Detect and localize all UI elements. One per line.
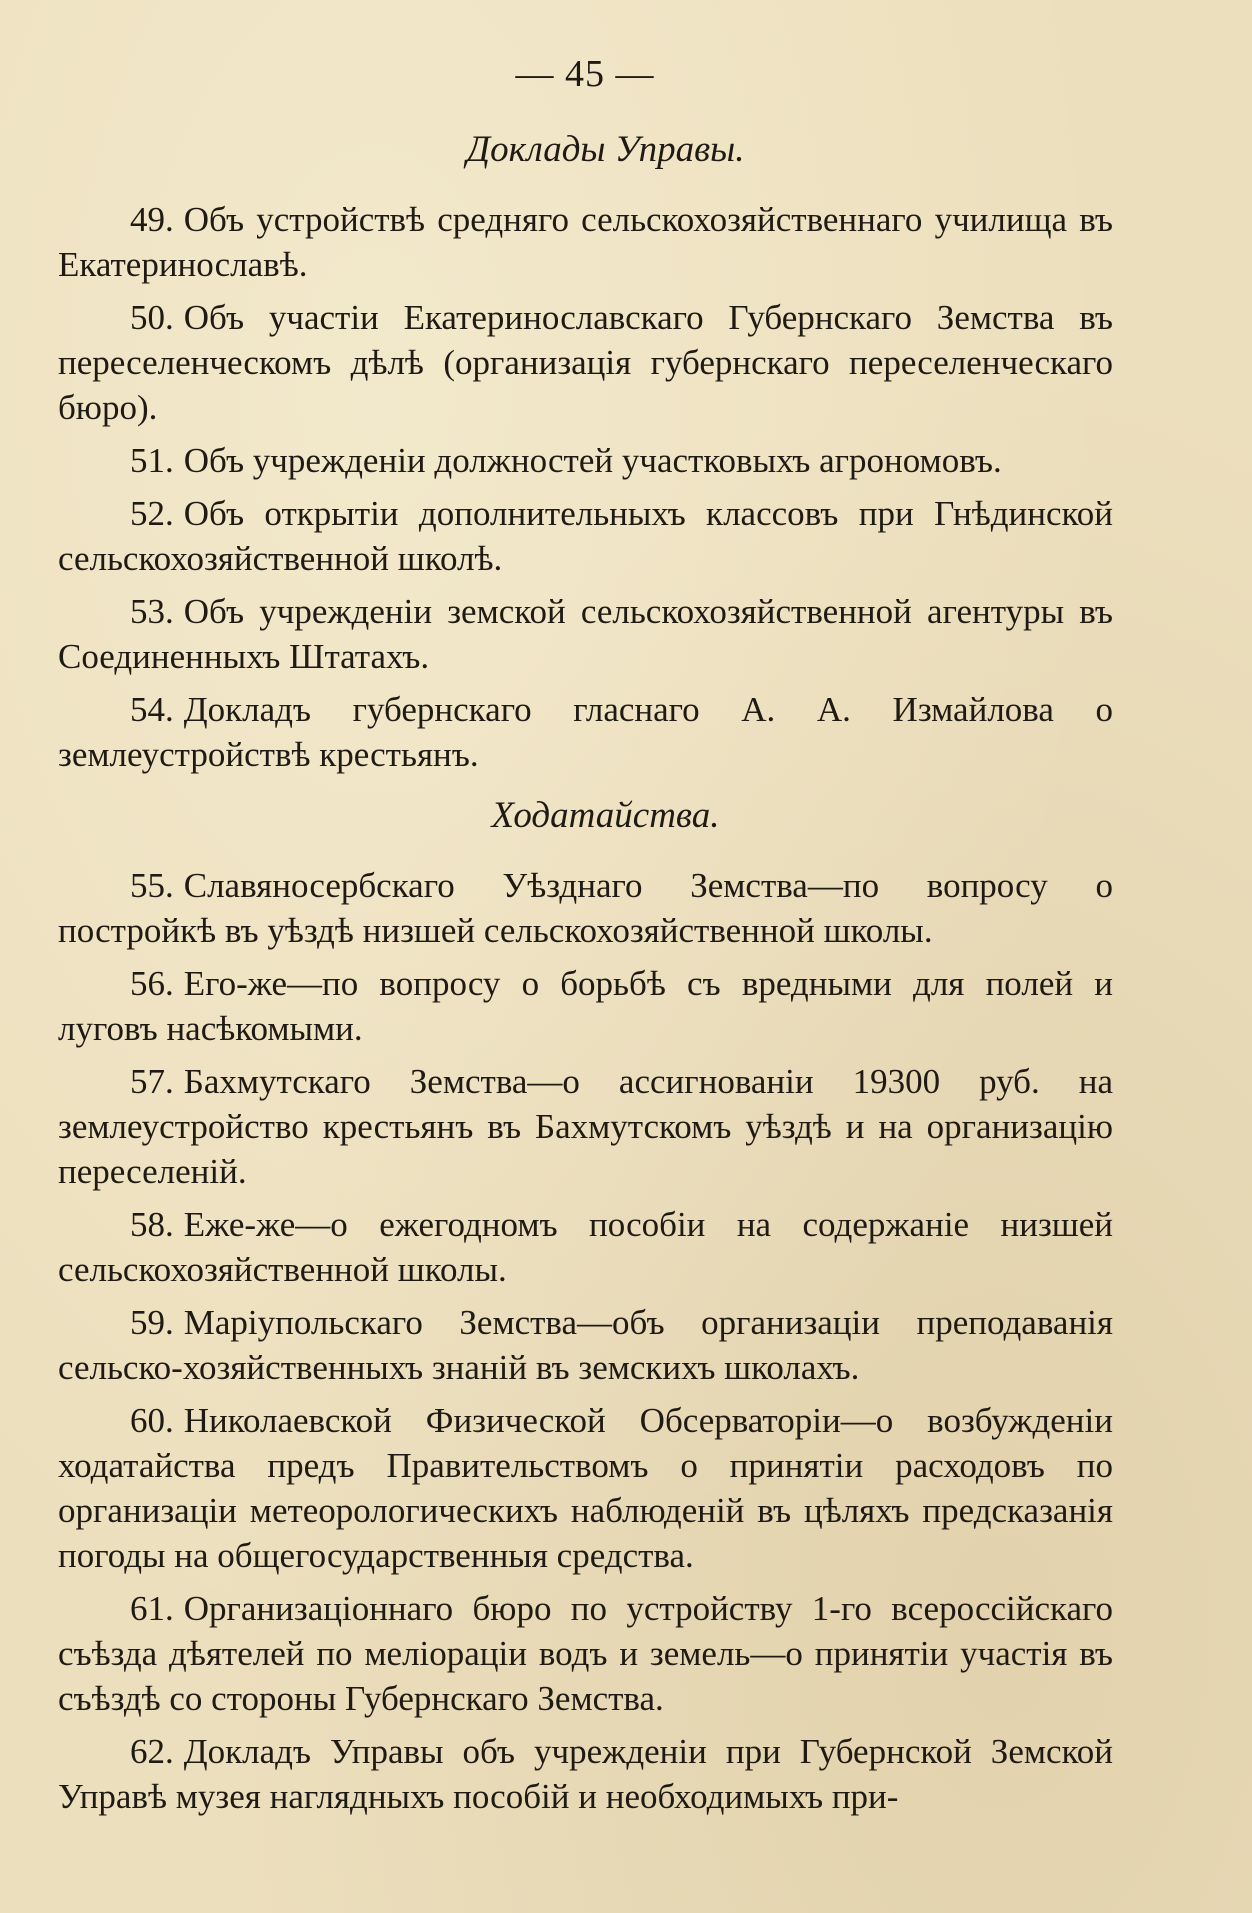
item-text: Объ учрежденіи земской сельскохозяйственной агентуры въ Соединенныхъ Штатахъ. bbox=[58, 592, 1113, 676]
item-number: 55. bbox=[130, 866, 174, 905]
item-number: 58. bbox=[130, 1205, 174, 1244]
item-text: Маріупольскаго Земства—объ организаціи преподаванія сельско-хозяйственныхъ знаній въ земскихъ школахъ. bbox=[58, 1303, 1113, 1387]
list-item bbox=[58, 863, 1113, 953]
page-number: — 45 — bbox=[515, 53, 655, 95]
list-item bbox=[58, 1300, 1113, 1390]
section-heading-reports: Доклады Управы. bbox=[466, 129, 745, 170]
item-number: 50. bbox=[130, 298, 174, 337]
item-number: 56. bbox=[130, 964, 174, 1003]
item-text: Объ устройствѣ средняго сельскохозяйственнаго училища въ Екатеринославѣ. bbox=[58, 200, 1113, 284]
item-number: 52. bbox=[130, 494, 174, 533]
list-item bbox=[58, 197, 1113, 287]
item-number: 51. bbox=[130, 441, 174, 480]
item-number: 49. bbox=[130, 200, 174, 239]
list-item bbox=[58, 1059, 1113, 1194]
item-text: Еже-же—о ежегодномъ пособіи на содержаніе низшей сельскохозяйственной школы. bbox=[58, 1205, 1113, 1289]
list-item bbox=[58, 1398, 1113, 1578]
list-item bbox=[58, 589, 1113, 679]
item-text: Объ открытіи дополнительныхъ классовъ при Гнѣдинской сельскохозяйственной школѣ. bbox=[58, 494, 1113, 578]
page-body bbox=[58, 125, 1113, 1827]
item-text: Докладъ Управы объ учрежденіи при Губернской Земской Управѣ музея наглядныхъ пособій и необходимыхъ при- bbox=[58, 1732, 1113, 1816]
item-text: Николаевской Физической Обсерваторіи—о возбужденіи ходатайства предъ Правительствомъ о принятіи расходовъ по организаціи метеорологическихъ наблюденій въ цѣляхъ предсказанія погоды на общегосударственныя средства. bbox=[58, 1401, 1113, 1575]
list-item bbox=[58, 491, 1113, 581]
item-number: 62. bbox=[130, 1732, 174, 1771]
item-text: Славяносербскаго Уѣзднаго Земства—по вопросу о постройкѣ въ уѣздѣ низшей сельскохозяйственной школы. bbox=[58, 866, 1113, 950]
item-number: 53. bbox=[130, 592, 174, 631]
item-text: Бахмутскаго Земства—о ассигнованіи 19300 руб. на землеустройство крестьянъ въ Бахмутскомъ уѣздѣ и на организацію переселеній. bbox=[58, 1062, 1113, 1191]
item-number: 60. bbox=[130, 1401, 174, 1440]
item-text: Докладъ губернскаго гласнаго А. А. Измайлова о землеустройствѣ крестьянъ. bbox=[58, 690, 1113, 774]
item-number: 57. bbox=[130, 1062, 174, 1101]
item-text: Организаціоннаго бюро по устройству 1-го всероссійскаго съѣзда дѣятелей по меліораціи водъ и земель—о принятіи участія въ съѣздѣ со стороны Губернскаго Земства. bbox=[58, 1589, 1113, 1718]
item-text: Его-же—по вопросу о борьбѣ съ вредными для полей и луговъ насѣкомыми. bbox=[58, 964, 1113, 1048]
item-number: 59. bbox=[130, 1303, 174, 1342]
section-heading-petitions: Ходатайства. bbox=[491, 795, 720, 836]
item-number: 54. bbox=[130, 690, 174, 729]
item-text: Объ участіи Екатеринославскаго Губернскаго Земства въ переселенческомъ дѣлѣ (организація губернскаго переселенческаго бюро). bbox=[58, 298, 1113, 427]
list-item bbox=[58, 961, 1113, 1051]
list-item bbox=[58, 1729, 1113, 1819]
list-item bbox=[58, 1586, 1113, 1721]
item-text: Объ учрежденіи должностей участковыхъ агрономовъ. bbox=[183, 441, 1002, 480]
list-item bbox=[58, 438, 1113, 483]
list-item bbox=[58, 1202, 1113, 1292]
list-item bbox=[58, 687, 1113, 777]
list-item bbox=[58, 295, 1113, 430]
item-number: 61. bbox=[130, 1589, 174, 1628]
